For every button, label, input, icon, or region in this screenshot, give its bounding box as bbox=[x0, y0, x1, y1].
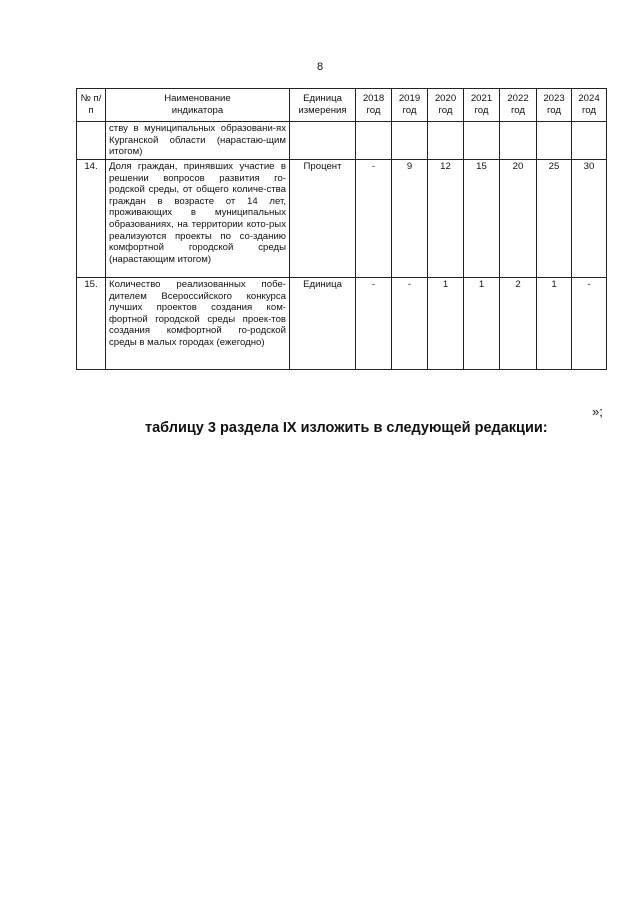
header-num: № п/ п bbox=[77, 89, 106, 122]
row-indicator-name: Доля граждан, принявших участие в решении вопросов развития го-родской среды, от общего количе-ства граждан в возрасте от 14 лет, проживающих в муниципальных образованиях, на территории кото-рых реализуются проекты по со-зданию комфортной городской среды (нарастающим итогом) bbox=[106, 160, 290, 278]
row-value: 15 bbox=[464, 160, 500, 278]
table-row bbox=[77, 122, 607, 160]
row-value: 30 bbox=[572, 160, 607, 278]
row-value: 20 bbox=[500, 160, 537, 278]
header-unit: Единица измерения bbox=[290, 89, 356, 122]
row-value: 25 bbox=[537, 160, 572, 278]
row-value bbox=[464, 122, 500, 160]
indicators-table bbox=[76, 88, 607, 370]
header-name: Наименование индикатора bbox=[106, 89, 290, 122]
closing-quote: »; bbox=[592, 404, 603, 419]
row-value bbox=[537, 122, 572, 160]
table-row bbox=[77, 160, 607, 278]
row-value: - bbox=[572, 278, 607, 370]
row-value bbox=[572, 122, 607, 160]
header-year: 2019 год bbox=[392, 89, 428, 122]
row-value bbox=[392, 122, 428, 160]
row-value: 1 bbox=[464, 278, 500, 370]
page-number: 8 bbox=[316, 61, 324, 73]
instruction-text: таблицу 3 раздела IX изложить в следующей редакции: bbox=[145, 420, 548, 436]
row-value: 1 bbox=[428, 278, 464, 370]
row-value: - bbox=[356, 278, 392, 370]
row-indicator-name: ству в муниципальных образовани-ях Курганской области (нарастаю-щим итогом) bbox=[106, 122, 290, 160]
row-unit bbox=[290, 122, 356, 160]
header-year: 2018 год bbox=[356, 89, 392, 122]
row-value: 2 bbox=[500, 278, 537, 370]
header-year: 2023 год bbox=[537, 89, 572, 122]
row-num: 14. bbox=[77, 160, 106, 278]
row-value: - bbox=[356, 160, 392, 278]
row-indicator-name: Количество реализованных побе-дителем Всероссийского конкурса лучших проектов создания ком-фортной городской среды проек-тов создания комфортной го-родской среды в малых городах (ежегодно) bbox=[106, 278, 290, 370]
row-value bbox=[500, 122, 537, 160]
row-value: 12 bbox=[428, 160, 464, 278]
row-unit: Процент bbox=[290, 160, 356, 278]
header-year: 2024 год bbox=[572, 89, 607, 122]
row-value: 9 bbox=[392, 160, 428, 278]
table-header-row bbox=[77, 89, 607, 122]
row-value: 1 bbox=[537, 278, 572, 370]
header-year: 2020 год bbox=[428, 89, 464, 122]
row-unit: Единица bbox=[290, 278, 356, 370]
row-num: 15. bbox=[77, 278, 106, 370]
header-year: 2022 год bbox=[500, 89, 537, 122]
table-row bbox=[77, 278, 607, 370]
row-value bbox=[356, 122, 392, 160]
header-year: 2021 год bbox=[464, 89, 500, 122]
row-value bbox=[428, 122, 464, 160]
row-value: - bbox=[392, 278, 428, 370]
row-num bbox=[77, 122, 106, 160]
